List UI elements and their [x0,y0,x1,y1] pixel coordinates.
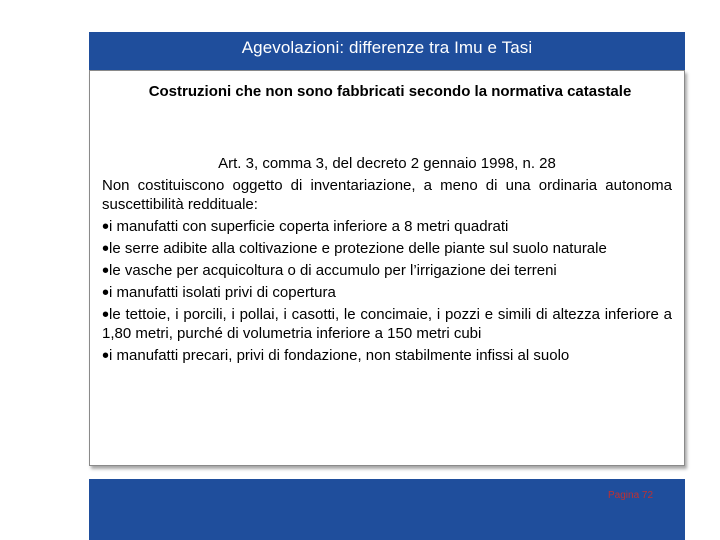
bullet-icon: • [102,216,110,238]
bullet-text: i manufatti isolati privi di copertura [109,284,336,301]
bullet-icon: • [102,282,110,304]
bullet-item [102,283,672,302]
bullet-text: i manufatti con superficie coperta inferiore a 8 metri quadrati [109,218,509,235]
bullet-text: le serre adibite alla coltivazione e protezione delle piante sul suolo naturale [109,240,607,257]
content-body [102,154,672,365]
bullet-icon: • [102,260,110,282]
bullet-text: le tettoie, i porcili, i pollai, i casotti, le concimaie, i pozzi e simili di altezza inferiore a 1,80 metri, purché di volumetria inferiore a 150 metri cubi [102,306,672,342]
bullet-icon: • [102,304,110,326]
title-bar [89,32,685,70]
bullet-item [102,217,672,236]
bullet-item [102,346,672,365]
bullet-icon: • [102,238,110,260]
slide-title: Agevolazioni: differenze tra Imu e Tasi [241,38,533,57]
bullet-item [102,305,672,343]
page-number: Pagina 72 [608,490,654,501]
intro-paragraph: Non costituiscono oggetto di inventariazione, a meno di una ordinaria autonoma suscettibilità reddituale: [102,177,672,213]
bullet-text: le vasche per acquicoltura o di accumulo per l’irrigazione dei terreni [109,262,557,279]
bullet-item [102,239,672,258]
law-reference: Art. 3, comma 3, del decreto 2 gennaio 1998, n. 28 [218,155,556,172]
bullet-icon: • [102,345,110,367]
footer-bar [89,479,685,540]
bullet-item [102,261,672,280]
bullet-text: i manufatti precari, privi di fondazione, non stabilmente infissi al suolo [109,347,570,364]
content-subtitle: Costruzioni che non sono fabbricati secondo la normativa catastale [148,83,632,100]
